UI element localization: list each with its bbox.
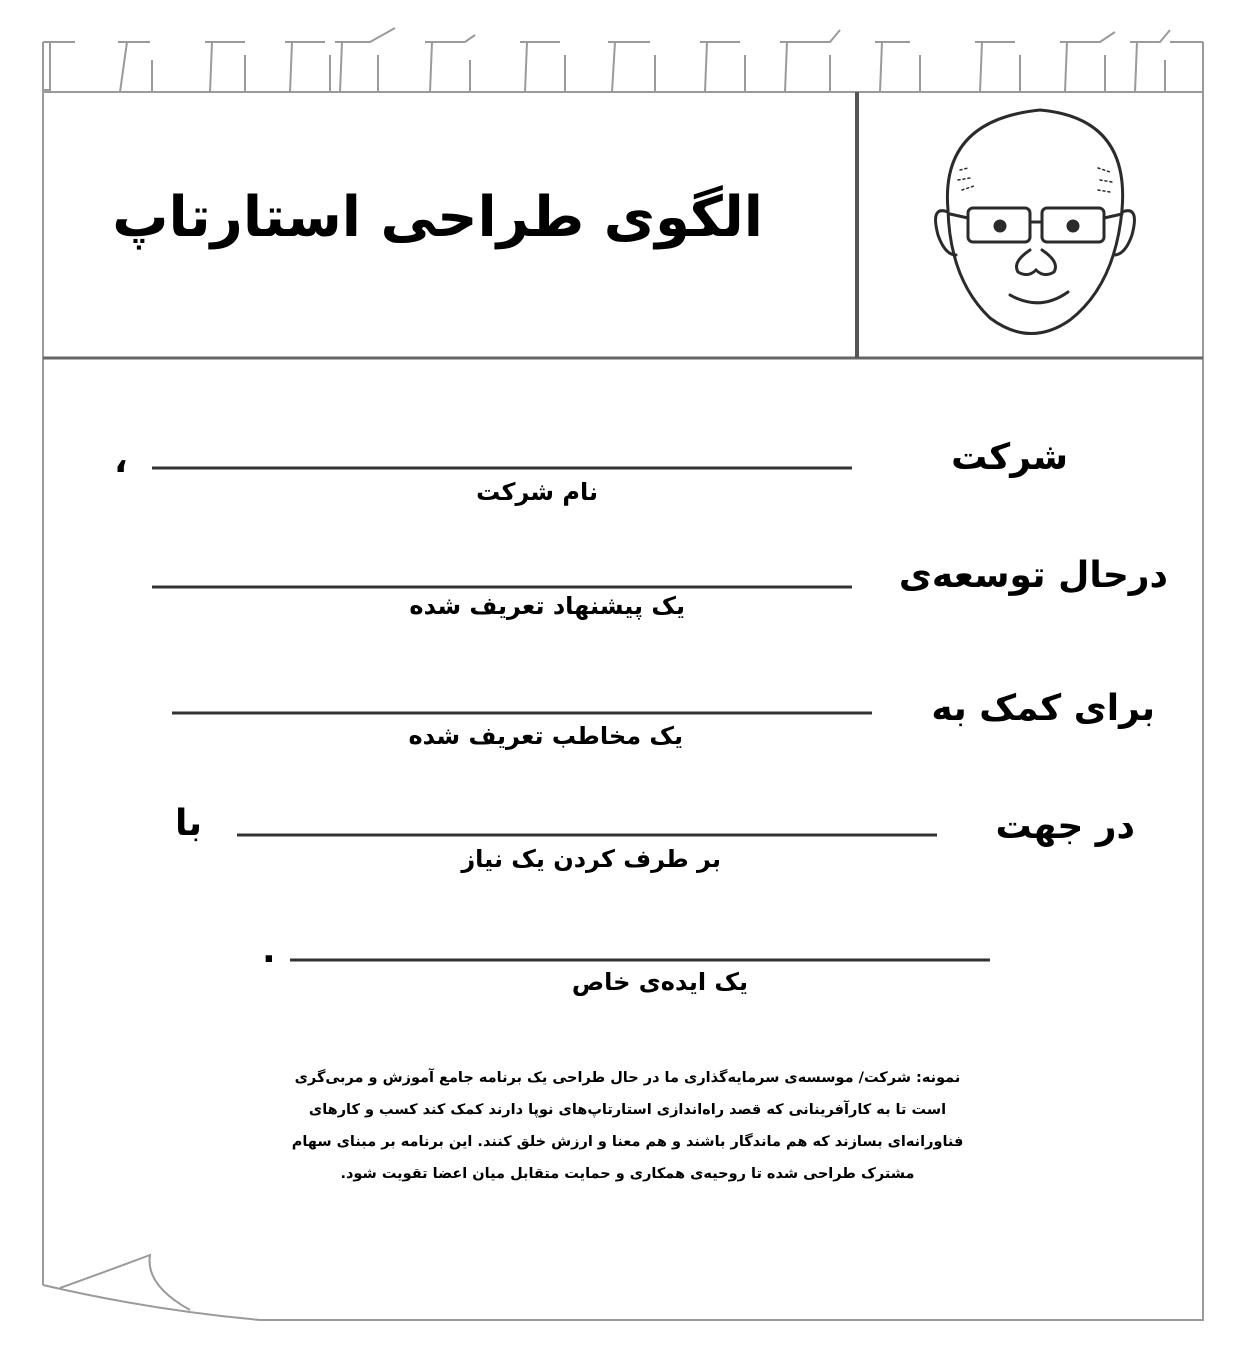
row-label-help: برای کمک به	[931, 688, 1155, 729]
example-line: فناورانه‌ای بسازند که هم ماندگار باشند و هم معنا و ارزش خلق کنند. این برنامه بر مبنای سهام	[291, 1134, 964, 1150]
row-label-direction: در جهت	[995, 806, 1135, 847]
paper-tabs	[43, 28, 1203, 92]
row-trailing-period: .	[262, 930, 276, 971]
row-trailing-comma: ،	[114, 440, 128, 481]
example-line: مشترک طراحی شده تا روحیه‌ی همکاری و حمایت متقابل میان اعضا تقویت شود.	[340, 1166, 915, 1182]
page-title: الگوی طراحی استارتاپ	[112, 185, 763, 250]
row-trailing-with: با	[175, 803, 203, 844]
example-paragraph	[290, 1062, 965, 1190]
row-label-developing: درحال توسعه‌ی	[898, 555, 1168, 596]
hint-offering: یک پیشنهاد تعریف شده	[409, 592, 685, 620]
left-eye-icon	[995, 221, 1005, 231]
fill-in-lines	[152, 468, 990, 960]
example-line: نمونه: شرکت/ موسسه‌ی سرمایه‌گذاری ما در حال طراحی یک برنامه جامع آموزش و مربی‌گری	[294, 1070, 961, 1086]
hint-audience: یک مخاطب تعریف شده	[408, 722, 683, 750]
avatar	[936, 110, 1135, 334]
right-eye-icon	[1068, 221, 1078, 231]
hint-idea: یک ایده‌ی خاص	[571, 968, 748, 996]
hint-company-name: نام شرکت	[476, 478, 598, 506]
row-label-company: شرکت	[951, 437, 1068, 478]
hint-need: بر طرف کردن یک نیاز	[461, 845, 721, 873]
page-curl-corner	[43, 1255, 260, 1320]
example-line: است تا به کارآفرینانی که قصد راه‌اندازی استارتاپ‌های نوپا دارند کمک کند کسب و کارهای	[308, 1102, 947, 1118]
